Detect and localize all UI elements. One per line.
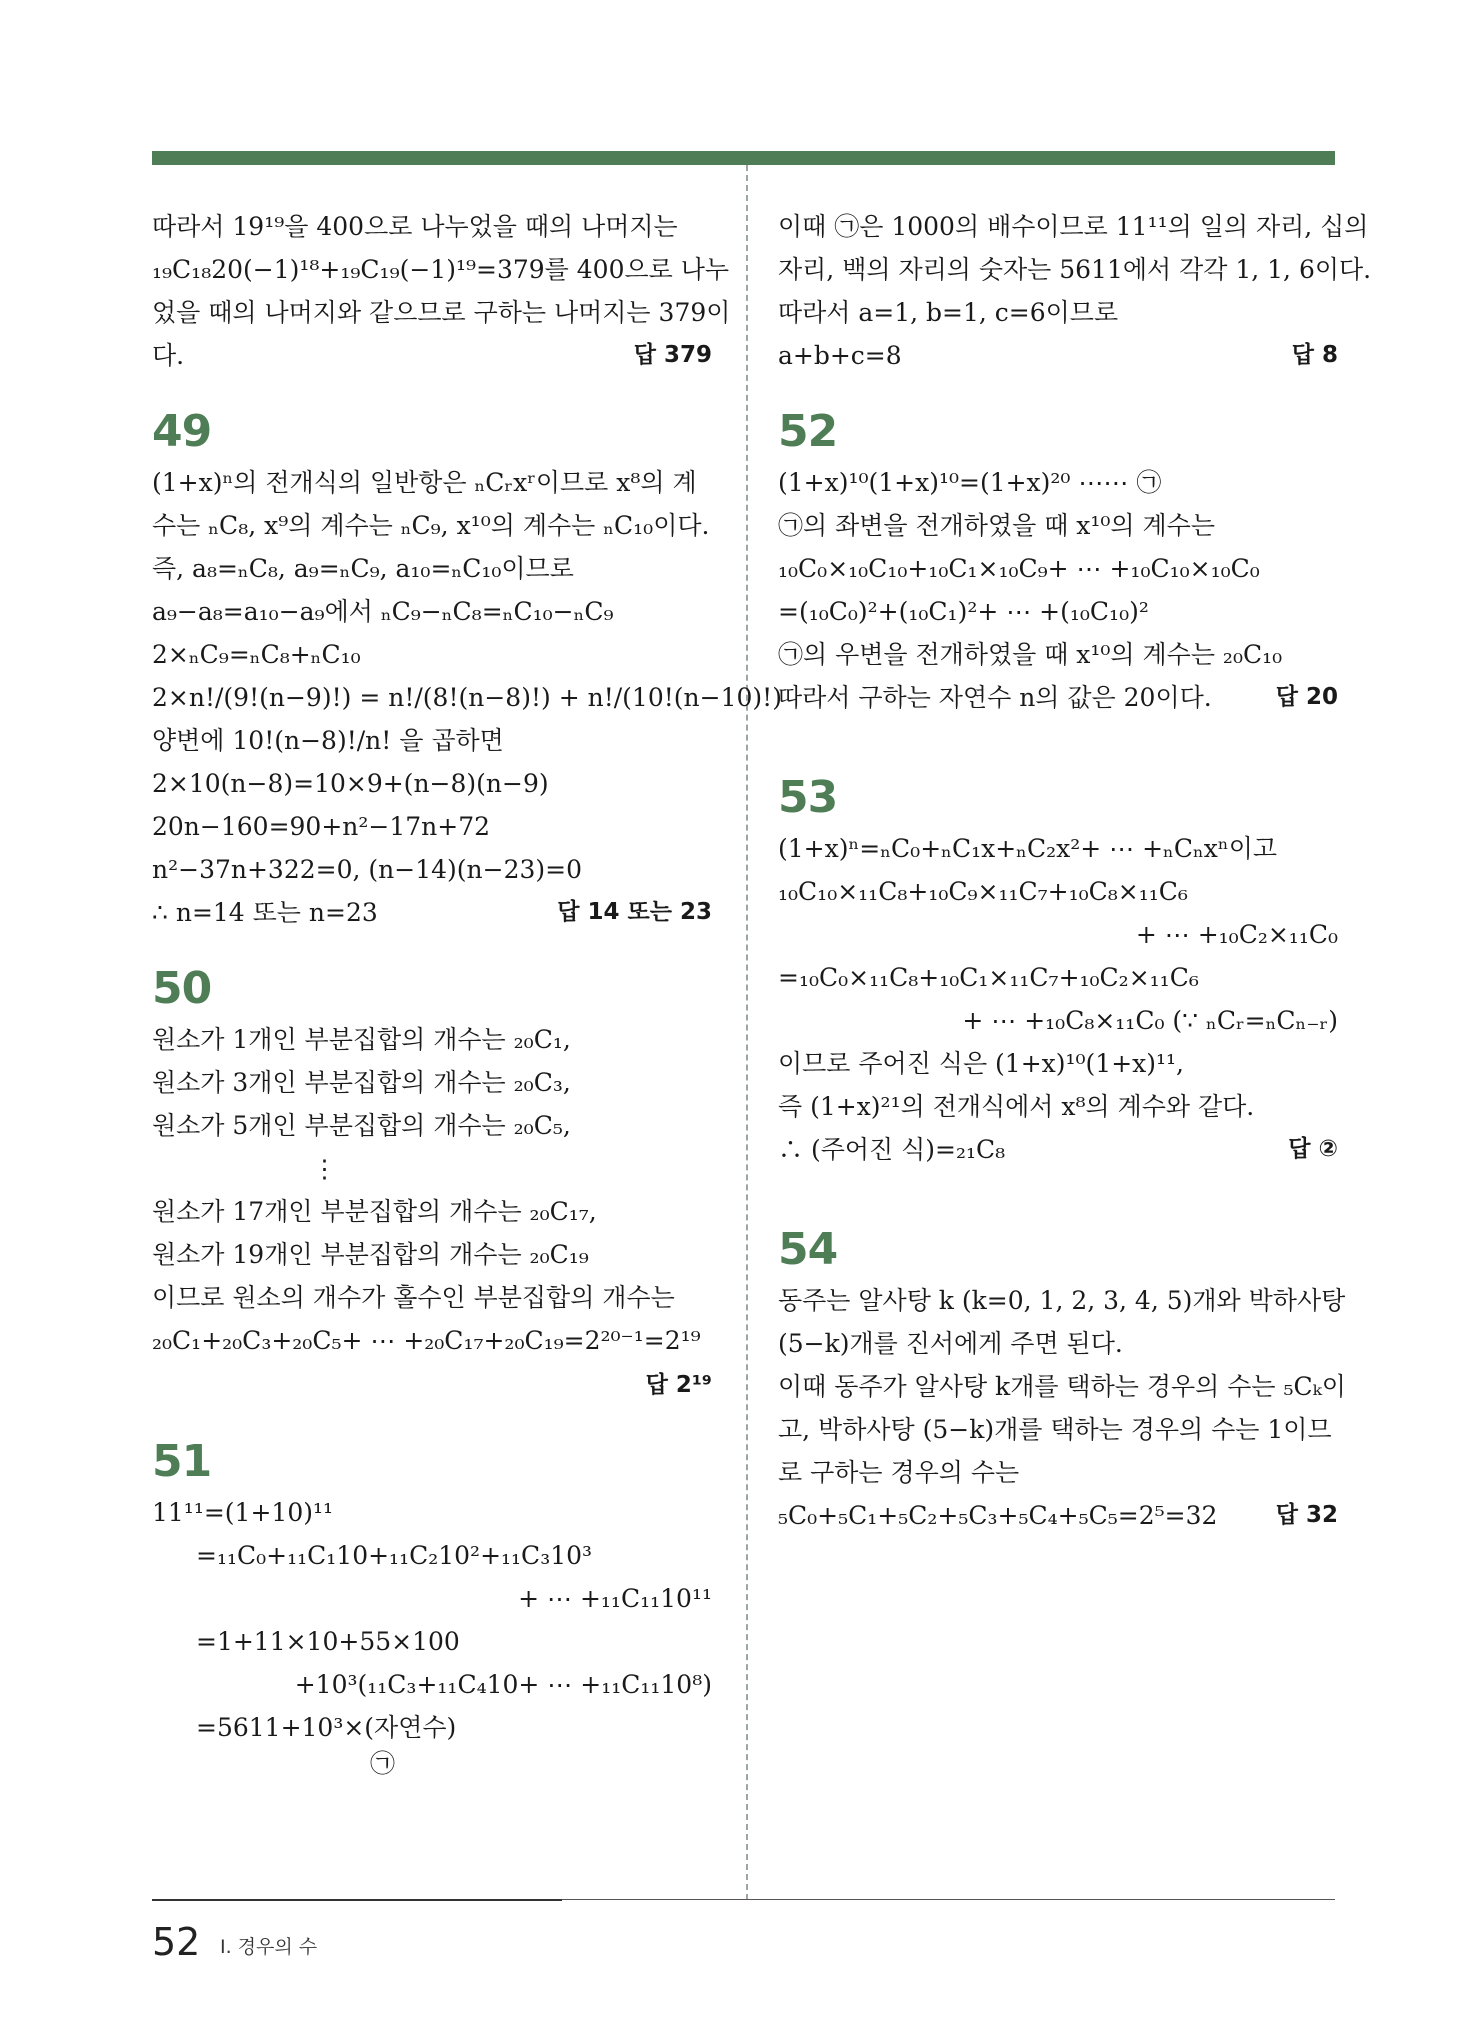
text-line: 원소가 3개인 부분집합의 개수는 ₂₀C₃, — [152, 1068, 571, 1097]
text-line: 2×ₙC₉=ₙC₈+ₙC₁₀ — [152, 640, 361, 669]
text-line: ₅C₀+₅C₁+₅C₂+₅C₃+₅C₄+₅C₅=2⁵=32 — [778, 1501, 1218, 1530]
text-line: 고, 박하사탕 (5−k)개를 택하는 경우의 수는 1이므 — [778, 1415, 1332, 1444]
text-line: 원소가 19개인 부분집합의 개수는 ₂₀C₁₉ — [152, 1240, 589, 1269]
text-line: 다. — [152, 341, 185, 370]
text-line: 20n−160=90+n²−17n+72 — [152, 812, 491, 841]
vertical-ellipsis: ⋮ — [312, 1154, 337, 1183]
problem-number-52: 52 — [778, 406, 838, 457]
problem-number-49: 49 — [152, 406, 212, 457]
text-line: 원소가 1개인 부분집합의 개수는 ₂₀C₁, — [152, 1025, 571, 1054]
answer-label: 답 ② — [1288, 1136, 1338, 1162]
text-line: ㉠의 우변을 전개하였을 때 x¹⁰의 계수는 ₂₀C₁₀ — [778, 640, 1283, 669]
text-line: =(₁₀C₀)²+(₁₀C₁)²+ ⋯ +(₁₀C₁₀)² — [778, 597, 1149, 626]
header-bar — [152, 151, 1335, 165]
text-line: 자리, 백의 자리의 숫자는 5611에서 각각 1, 1, 6이다. — [778, 255, 1372, 284]
text-line: 11¹¹=(1+10)¹¹ — [152, 1498, 334, 1527]
answer-label: 답 32 — [1275, 1502, 1338, 1528]
text-line: (5−k)개를 진서에게 주면 된다. — [778, 1329, 1123, 1358]
text-line: n²−37n+322=0, (n−14)(n−23)=0 — [152, 855, 582, 884]
text-line: =5611+10³×(자연수) — [196, 1713, 457, 1742]
text-line: =₁₀C₀×₁₁C₈+₁₀C₁×₁₁C₇+₁₀C₂×₁₁C₆ — [778, 963, 1199, 992]
text-line: 동주는 알사탕 k (k=0, 1, 2, 3, 4, 5)개와 박하사탕 — [778, 1286, 1346, 1315]
text-line: 따라서 구하는 자연수 n의 값은 20이다. — [778, 683, 1212, 712]
text-line: 이때 동주가 알사탕 k개를 택하는 경우의 수는 ₅Cₖ이 — [778, 1372, 1346, 1401]
text-line: 원소가 5개인 부분집합의 개수는 ₂₀C₅, — [152, 1111, 571, 1140]
column-divider — [746, 165, 748, 1900]
text-line: 었을 때의 나머지와 같으므로 구하는 나머지는 379이 — [152, 298, 731, 327]
answer-label: 답 8 — [1291, 342, 1338, 368]
problem-number-53: 53 — [778, 772, 838, 823]
text-line: 따라서 19¹⁹을 400으로 나누었을 때의 나머지는 — [152, 212, 678, 241]
text-line: 2×10(n−8)=10×9+(n−8)(n−9) — [152, 769, 549, 798]
text-line: 이때 ㉠은 1000의 배수이므로 11¹¹의 일의 자리, 십의 — [778, 212, 1369, 241]
text-line: + ⋯ +₁₁C₁₁10¹¹ — [518, 1584, 712, 1613]
text-line: (1+x)¹⁰(1+x)¹⁰=(1+x)²⁰ ⋯⋯ ㉠ — [778, 468, 1162, 497]
text-line: 양변에 10!(n−8)!/n! 을 곱하면 — [152, 726, 504, 755]
text-line: 이므로 주어진 식은 (1+x)¹⁰(1+x)¹¹, — [778, 1049, 1184, 1078]
problem-number-51: 51 — [152, 1436, 212, 1487]
left-column — [152, 205, 782, 1779]
text-line: =₁₁C₀+₁₁C₁10+₁₁C₂10²+₁₁C₃10³ — [196, 1541, 593, 1570]
text-line: +10³(₁₁C₃+₁₁C₄10+ ⋯ +₁₁C₁₁10⁸) — [294, 1670, 712, 1699]
problem-number-50: 50 — [152, 963, 212, 1014]
text-line: 원소가 17개인 부분집합의 개수는 ₂₀C₁₇, — [152, 1197, 597, 1226]
text-line: 즉, a₈=ₙC₈, a₉=ₙC₉, a₁₀=ₙC₁₀이므로 — [152, 554, 574, 583]
text-line: 수는 ₙC₈, x⁹의 계수는 ₙC₉, x¹⁰의 계수는 ₙC₁₀이다. — [152, 511, 710, 540]
answer-label: 답 2¹⁹ — [645, 1372, 712, 1398]
text-line: ∴ (주어진 식)=₂₁C₈ — [778, 1135, 1006, 1164]
answer-label: 답 20 — [1275, 684, 1338, 710]
text-line: 로 구하는 경우의 수는 — [778, 1458, 1020, 1487]
text-line: 즉 (1+x)²¹의 전개식에서 x⁸의 계수와 같다. — [778, 1092, 1255, 1121]
circled-marker: ㉠ — [370, 1749, 396, 1778]
right-column — [778, 205, 1372, 1537]
text-line: 이므로 원소의 개수가 홀수인 부분집합의 개수는 — [152, 1283, 675, 1312]
text-line: (1+x)ⁿ=ₙC₀+ₙC₁x+ₙC₂x²+ ⋯ +ₙCₙxⁿ이고 — [778, 834, 1277, 863]
text-line: ㉠의 좌변을 전개하였을 때 x¹⁰의 계수는 — [778, 511, 1215, 540]
answer-label: 답 379 — [633, 342, 712, 368]
text-line: ₂₀C₁+₂₀C₃+₂₀C₅+ ⋯ +₂₀C₁₇+₂₀C₁₉=2²⁰⁻¹=2¹⁹ — [152, 1326, 701, 1355]
text-line: + ⋯ +₁₀C₂×₁₁C₀ — [1135, 920, 1338, 949]
text-line: ₁₉C₁₈20(−1)¹⁸+₁₉C₁₉(−1)¹⁹=379를 400으로 나누 — [152, 255, 730, 284]
text-line: ₁₀C₁₀×₁₁C₈+₁₀C₉×₁₁C₇+₁₀C₈×₁₁C₆ — [778, 877, 1188, 906]
fraction-equation: 2×n!/(9!(n−9)!) = n!/(8!(n−8)!) + n!/(10!(n−10)!) — [152, 683, 782, 712]
problem-number-54: 54 — [778, 1224, 838, 1275]
text-line: + ⋯ +₁₀C₈×₁₁C₀ (∵ ₙCᵣ=ₙCₙ₋ᵣ) — [962, 1006, 1338, 1035]
text-line: 따라서 a=1, b=1, c=6이므로 — [778, 298, 1119, 327]
answer-label: 답 14 또는 23 — [557, 899, 712, 925]
footer-rule-accent — [152, 1899, 562, 1901]
text-line: =1+11×10+55×100 — [196, 1627, 460, 1656]
section-title: Ⅰ. 경우의 수 — [220, 1936, 318, 1958]
text-line: (1+x)ⁿ의 전개식의 일반항은 ₙCᵣxʳ이므로 x⁸의 계 — [152, 468, 697, 497]
text-line: ₁₀C₀×₁₀C₁₀+₁₀C₁×₁₀C₉+ ⋯ +₁₀C₁₀×₁₀C₀ — [778, 554, 1260, 583]
text-line: a₉−a₈=a₁₀−a₉에서 ₙC₉−ₙC₈=ₙC₁₀−ₙC₉ — [152, 597, 614, 626]
text-line: a+b+c=8 — [778, 341, 902, 370]
page-number: 52 — [152, 1920, 201, 1964]
text-line: ∴ n=14 또는 n=23 — [152, 898, 378, 927]
